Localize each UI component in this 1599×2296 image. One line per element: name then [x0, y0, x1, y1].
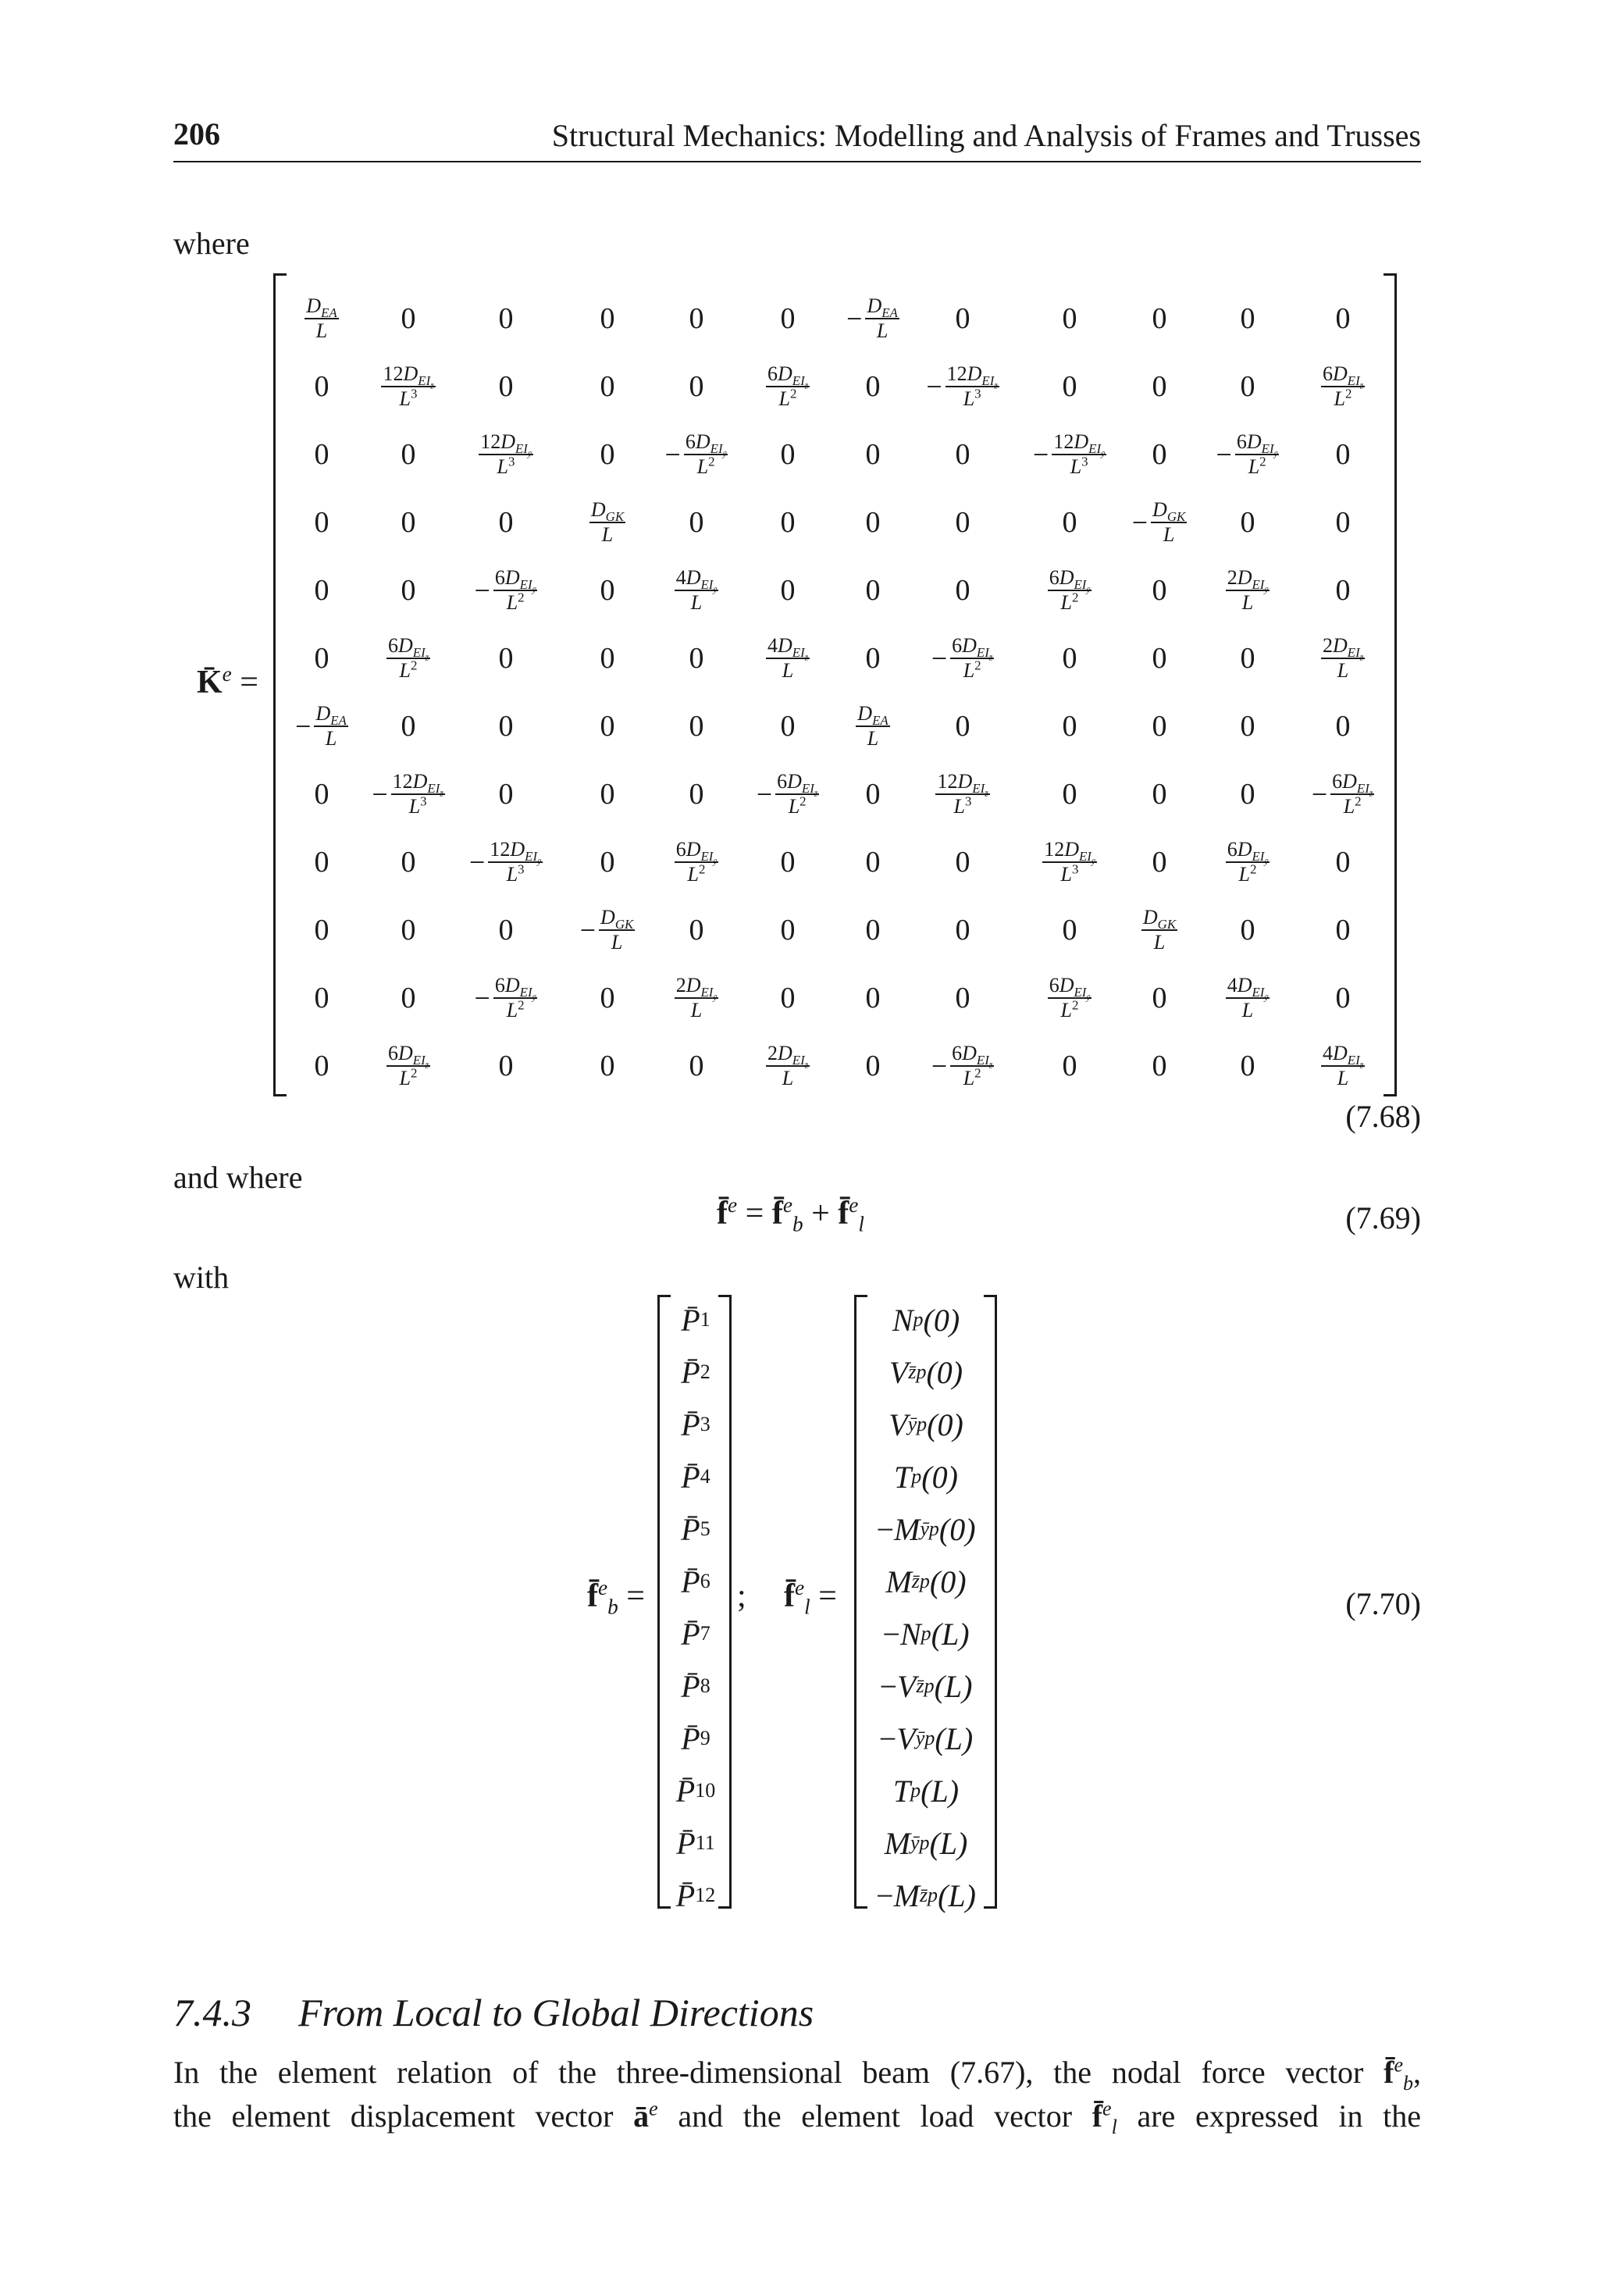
fl-entry-3: V ȳp (0) [889, 1406, 963, 1442]
matrix-entry-r3-c6: 0 [780, 438, 796, 471]
matrix-entry-r12-c4: 0 [600, 1050, 615, 1082]
matrix-entry-r12-c7: 0 [865, 1050, 881, 1082]
matrix-entry-r4-c9: 0 [1062, 506, 1077, 539]
matrix-entry-r2-c3: 0 [498, 370, 514, 403]
word-with: with [173, 1260, 230, 1295]
fb-entry-3: P̄ 3 [681, 1406, 710, 1442]
matrix-entry-r3-c9: − $\frac{12D_{EI_ȳ}}{L^3}$ [1033, 430, 1105, 479]
matrix-entry-r9-c2: 0 [401, 846, 416, 879]
matrix-entry-r12-c2: $\frac{6D_{EI_{z̄}}}{L^2}$ [387, 1041, 429, 1090]
matrix-entry-r7-c5: 0 [689, 710, 704, 743]
matrix-entry-r1-c1: $\frac{D_{EA}}{L}$ [306, 294, 337, 342]
fl-entry-9: − V ȳp (L) [878, 1720, 974, 1756]
fb-entry-12: P̄ 12 [675, 1877, 716, 1913]
matrix-entry-r9-c7: 0 [865, 846, 881, 879]
body-paragraph-line-1: In the element relation of the three-dimensional beam (7.67), the nodal force vector f̄$^e_b$, [173, 2053, 1421, 2095]
matrix-entry-r10-c1: 0 [314, 914, 329, 947]
vector-separator: ; [737, 1578, 746, 1614]
fl-entry-1: N p (0) [892, 1302, 960, 1338]
matrix-entry-r6-c10: 0 [1152, 642, 1167, 675]
equation-number-768: (7.68) [1345, 1099, 1421, 1134]
matrix-entry-r10-c9: 0 [1062, 914, 1077, 947]
matrix-entry-r12-c10: 0 [1152, 1050, 1167, 1082]
matrix-entry-r4-c6: 0 [780, 506, 796, 539]
matrix-entry-r6-c11: 0 [1240, 642, 1255, 675]
fl-entry-7: − N p (L) [882, 1616, 970, 1652]
matrix-entry-r5-c6: 0 [780, 574, 796, 607]
matrix-entry-r7-c3: 0 [498, 710, 514, 743]
matrix-entry-r9-c12: 0 [1335, 846, 1351, 879]
matrix-entry-r12-c9: 0 [1062, 1050, 1077, 1082]
matrix-entry-r3-c2: 0 [401, 438, 416, 471]
matrix-entry-r5-c2: 0 [401, 574, 416, 607]
matrix-entry-r8-c2: − $\frac{12D_{EI_{z̄}}}{L^3}$ [372, 769, 443, 818]
matrix-entry-r9-c5: $\frac{6D_{EI_ȳ}}{L^2}$ [675, 837, 718, 886]
matrix-entry-r6-c3: 0 [498, 642, 514, 675]
matrix-entry-r1-c5: 0 [689, 302, 704, 335]
matrix-entry-r4-c7: 0 [865, 506, 881, 539]
matrix-entry-r1-c2: 0 [401, 302, 416, 335]
matrix-entry-r4-c5: 0 [689, 506, 704, 539]
matrix-entry-r3-c5: − $\frac{6D_{EI_ȳ}}{L^2}$ [664, 430, 727, 479]
k-matrix-label: K̄$^e$ = [197, 662, 258, 701]
matrix-entry-r4-c1: 0 [314, 506, 329, 539]
matrix-entry-r3-c4: 0 [600, 438, 615, 471]
word-where: where [173, 226, 250, 261]
matrix-entry-r10-c2: 0 [401, 914, 416, 947]
matrix-entry-r8-c9: 0 [1062, 778, 1077, 811]
body-paragraph-line-2: the element displacement vector $ā^e$ and the element load vector f̄$^e_l$ are expressed in the [173, 2097, 1422, 2138]
matrix-entry-r6-c4: 0 [600, 642, 615, 675]
section-title: From Local to Global Directions [298, 1991, 814, 2034]
matrix-entry-r3-c7: 0 [865, 438, 881, 471]
matrix-entry-r12-c11: 0 [1240, 1050, 1255, 1082]
word-and-where: and where [173, 1160, 303, 1195]
matrix-entry-r8-c6: − $\frac{6D_{EI_{z̄}}}{L^2}$ [756, 769, 818, 818]
matrix-entry-r9-c8: 0 [955, 846, 970, 879]
matrix-entry-r2-c9: 0 [1062, 370, 1077, 403]
matrix-entry-r7-c2: 0 [401, 710, 416, 743]
matrix-entry-r11-c9: $\frac{6D_{EI_ȳ}}{L^2}$ [1049, 973, 1091, 1022]
matrix-entry-r6-c1: 0 [314, 642, 329, 675]
matrix-entry-r10-c7: 0 [865, 914, 881, 947]
fb-left-bracket [657, 1295, 671, 1909]
matrix-entry-r5-c11: $\frac{2D_{EI_ȳ}}{L}$ [1227, 565, 1269, 615]
fb-entry-2: P̄ 2 [681, 1354, 710, 1390]
matrix-entry-r7-c10: 0 [1152, 710, 1167, 743]
matrix-entry-r7-c11: 0 [1240, 710, 1255, 743]
matrix-entry-r8-c11: 0 [1240, 778, 1255, 811]
matrix-entry-r5-c3: − $\frac{6D_{EI_ȳ}}{L^2}$ [474, 565, 536, 615]
matrix-entry-r2-c1: 0 [314, 370, 329, 403]
matrix-entry-r3-c12: 0 [1335, 438, 1351, 471]
matrix-entry-r5-c1: 0 [314, 574, 329, 607]
matrix-entry-r12-c8: − $\frac{6D_{EI_{z̄}}}{L^2}$ [931, 1041, 993, 1090]
matrix-entry-r8-c12: − $\frac{6D_{EI_{z̄}}}{L^2}$ [1311, 769, 1373, 818]
matrix-entry-r6-c9: 0 [1062, 642, 1077, 675]
matrix-entry-r7-c4: 0 [600, 710, 615, 743]
matrix-entry-r9-c3: − $\frac{12D_{EI_ȳ}}{L^3}$ [469, 837, 541, 886]
page-number: 206 [173, 116, 220, 152]
matrix-entry-r12-c12: $\frac{4D_{EI_{z̄}}}{L}$ [1322, 1041, 1363, 1090]
matrix-entry-r12-c3: 0 [498, 1050, 514, 1082]
matrix-entry-r4-c11: 0 [1240, 506, 1255, 539]
matrix-entry-r8-c8: $\frac{12D_{EI_{z̄}}}{L^3}$ [937, 769, 988, 818]
matrix-entry-r8-c7: 0 [865, 778, 881, 811]
matrix-entry-r6-c5: 0 [689, 642, 704, 675]
matrix-entry-r6-c6: $\frac{4D_{EI_{z̄}}}{L}$ [767, 633, 808, 683]
matrix-entry-r11-c8: 0 [955, 982, 970, 1014]
matrix-entry-r4-c10: − $\frac{D_{GK}}{L}$ [1131, 498, 1186, 546]
matrix-entry-r5-c7: 0 [865, 574, 881, 607]
fb-entry-1: P̄ 1 [681, 1302, 710, 1338]
matrix-entry-r12-c1: 0 [314, 1050, 329, 1082]
matrix-entry-r6-c12: $\frac{2D_{EI_{z̄}}}{L}$ [1322, 633, 1363, 683]
fb-entry-5: P̄ 5 [681, 1511, 710, 1547]
fb-entry-11: P̄ 11 [676, 1825, 715, 1861]
fl-entry-2: V z̄p (0) [889, 1354, 963, 1390]
matrix-entry-r9-c4: 0 [600, 846, 615, 879]
matrix-entry-r5-c5: $\frac{4D_{EI_ȳ}}{L}$ [675, 565, 718, 615]
fb-entry-7: P̄ 7 [681, 1616, 710, 1652]
matrix-entry-r2-c7: 0 [865, 370, 881, 403]
matrix-entry-r6-c2: $\frac{6D_{EI_{z̄}}}{L^2}$ [387, 633, 429, 683]
fl-entry-11: M ȳp (L) [884, 1825, 968, 1861]
matrix-entry-r1-c4: 0 [600, 302, 615, 335]
matrix-entry-r10-c8: 0 [955, 914, 970, 947]
matrix-entry-r7-c9: 0 [1062, 710, 1077, 743]
matrix-entry-r11-c7: 0 [865, 982, 881, 1014]
matrix-entry-r3-c3: $\frac{12D_{EI_ȳ}}{L^3}$ [480, 430, 532, 479]
matrix-entry-r4-c2: 0 [401, 506, 416, 539]
fl-vector-label: f̄$^e_l$ = [784, 1576, 837, 1619]
fb-entry-6: P̄ 6 [681, 1563, 710, 1599]
matrix-entry-r8-c1: 0 [314, 778, 329, 811]
matrix-entry-r1-c3: 0 [498, 302, 514, 335]
matrix-entry-r1-c11: 0 [1240, 302, 1255, 335]
fl-entry-6: M z̄p (0) [885, 1563, 967, 1599]
matrix-entry-r7-c6: 0 [780, 710, 796, 743]
section-number: 7.4.3 [173, 1991, 251, 2034]
matrix-entry-r8-c3: 0 [498, 778, 514, 811]
matrix-entry-r7-c12: 0 [1335, 710, 1351, 743]
matrix-entry-r7-c1: − $\frac{D_{EA}}{L}$ [295, 702, 347, 750]
matrix-entry-r11-c12: 0 [1335, 982, 1351, 1014]
matrix-entry-r10-c4: − $\frac{D_{GK}}{L}$ [579, 906, 634, 954]
matrix-entry-r11-c5: $\frac{2D_{EI_ȳ}}{L}$ [675, 973, 718, 1022]
matrix-entry-r1-c8: 0 [955, 302, 970, 335]
matrix-entry-r10-c6: 0 [780, 914, 796, 947]
matrix-entry-r3-c8: 0 [955, 438, 970, 471]
matrix-entry-r11-c2: 0 [401, 982, 416, 1014]
matrix-entry-r11-c3: − $\frac{6D_{EI_ȳ}}{L^2}$ [474, 973, 536, 1022]
matrix-entry-r10-c12: 0 [1335, 914, 1351, 947]
fl-entry-5: − M ȳp (0) [876, 1511, 976, 1547]
matrix-entry-r1-c9: 0 [1062, 302, 1077, 335]
matrix-entry-r12-c6: $\frac{2D_{EI_{z̄}}}{L}$ [767, 1041, 808, 1090]
book-title: Structural Mechanics: Modelling and Analysis of Frames and Trusses [551, 118, 1421, 153]
matrix-entry-r5-c8: 0 [955, 574, 970, 607]
fl-left-bracket [854, 1295, 867, 1909]
fl-entry-10: T p (L) [892, 1773, 960, 1809]
matrix-entry-r11-c11: $\frac{4D_{EI_ȳ}}{L}$ [1227, 973, 1269, 1022]
force-relation-equation: f̄$^e$ = f̄$^e_b$ + f̄$^e_l$ [717, 1193, 864, 1236]
fb-entry-10: P̄ 10 [675, 1773, 716, 1809]
matrix-entry-r1-c12: 0 [1335, 302, 1351, 335]
fl-entry-4: T p (0) [894, 1459, 958, 1495]
equation-number-770: (7.70) [1345, 1586, 1421, 1621]
matrix-entry-r3-c1: 0 [314, 438, 329, 471]
matrix-entry-r1-c10: 0 [1152, 302, 1167, 335]
matrix-entry-r9-c6: 0 [780, 846, 796, 879]
matrix-entry-r9-c1: 0 [314, 846, 329, 879]
fb-entry-9: P̄ 9 [681, 1720, 710, 1756]
fb-right-bracket [718, 1295, 732, 1909]
matrix-entry-r9-c9: $\frac{12D_{EI_ȳ}}{L^3}$ [1044, 837, 1095, 886]
matrix-entry-r8-c5: 0 [689, 778, 704, 811]
matrix-entry-r8-c10: 0 [1152, 778, 1167, 811]
fl-entry-12: − M z̄p (L) [876, 1877, 976, 1913]
matrix-entry-r1-c6: 0 [780, 302, 796, 335]
matrix-entry-r2-c10: 0 [1152, 370, 1167, 403]
matrix-entry-r11-c1: 0 [314, 982, 329, 1014]
matrix-entry-r11-c4: 0 [600, 982, 615, 1014]
fb-entry-8: P̄ 8 [681, 1668, 710, 1704]
matrix-entry-r2-c12: $\frac{6D_{EI_{z̄}}}{L^2}$ [1322, 362, 1363, 411]
matrix-entry-r5-c12: 0 [1335, 574, 1351, 607]
running-header [173, 116, 1421, 162]
fl-entry-8: − V z̄p (L) [879, 1668, 973, 1704]
matrix-entry-r2-c6: $\frac{6D_{EI_{z̄}}}{L^2}$ [767, 362, 808, 411]
matrix-entry-r1-c7: − $\frac{D_{EA}}{L}$ [846, 294, 898, 342]
matrix-entry-r5-c4: 0 [600, 574, 615, 607]
matrix-entry-r5-c10: 0 [1152, 574, 1167, 607]
matrix-entry-r6-c8: − $\frac{6D_{EI_{z̄}}}{L^2}$ [931, 633, 993, 683]
matrix-entry-r2-c4: 0 [600, 370, 615, 403]
matrix-entry-r10-c10: $\frac{D_{GK}}{L}$ [1142, 906, 1177, 954]
matrix-entry-r7-c8: 0 [955, 710, 970, 743]
matrix-entry-r11-c6: 0 [780, 982, 796, 1014]
matrix-entry-r7-c7: $\frac{D_{EA}}{L}$ [857, 702, 889, 750]
matrix-entry-r10-c5: 0 [689, 914, 704, 947]
matrix-entry-r10-c3: 0 [498, 914, 514, 947]
matrix-entry-r2-c5: 0 [689, 370, 704, 403]
matrix-entry-r4-c4: $\frac{D_{GK}}{L}$ [590, 498, 625, 546]
matrix-entry-r2-c11: 0 [1240, 370, 1255, 403]
matrix-entry-r5-c9: $\frac{6D_{EI_ȳ}}{L^2}$ [1049, 565, 1091, 615]
matrix-entry-r4-c3: 0 [498, 506, 514, 539]
fb-entry-4: P̄ 4 [681, 1459, 710, 1495]
matrix-entry-r10-c11: 0 [1240, 914, 1255, 947]
fb-vector-label: f̄$^e_b$ = [587, 1576, 645, 1619]
matrix-entry-r9-c11: $\frac{6D_{EI_ȳ}}{L^2}$ [1227, 837, 1269, 886]
matrix-entry-r2-c8: − $\frac{12D_{EI_{z̄}}}{L^3}$ [926, 362, 998, 411]
matrix-entry-r12-c5: 0 [689, 1050, 704, 1082]
matrix-entry-r8-c4: 0 [600, 778, 615, 811]
matrix-entry-r9-c10: 0 [1152, 846, 1167, 879]
section-heading [173, 1990, 814, 2035]
matrix-entry-r3-c10: 0 [1152, 438, 1167, 471]
equation-number-769: (7.69) [1345, 1200, 1421, 1235]
matrix-entry-r6-c7: 0 [865, 642, 881, 675]
matrix-entry-r2-c2: $\frac{12D_{EI_{z̄}}}{L^3}$ [383, 362, 434, 411]
matrix-entry-r4-c8: 0 [955, 506, 970, 539]
matrix-entry-r3-c11: − $\frac{6D_{EI_ȳ}}{L^2}$ [1216, 430, 1278, 479]
matrix-entry-r11-c10: 0 [1152, 982, 1167, 1014]
fl-right-bracket [984, 1295, 997, 1909]
matrix-entry-r4-c12: 0 [1335, 506, 1351, 539]
